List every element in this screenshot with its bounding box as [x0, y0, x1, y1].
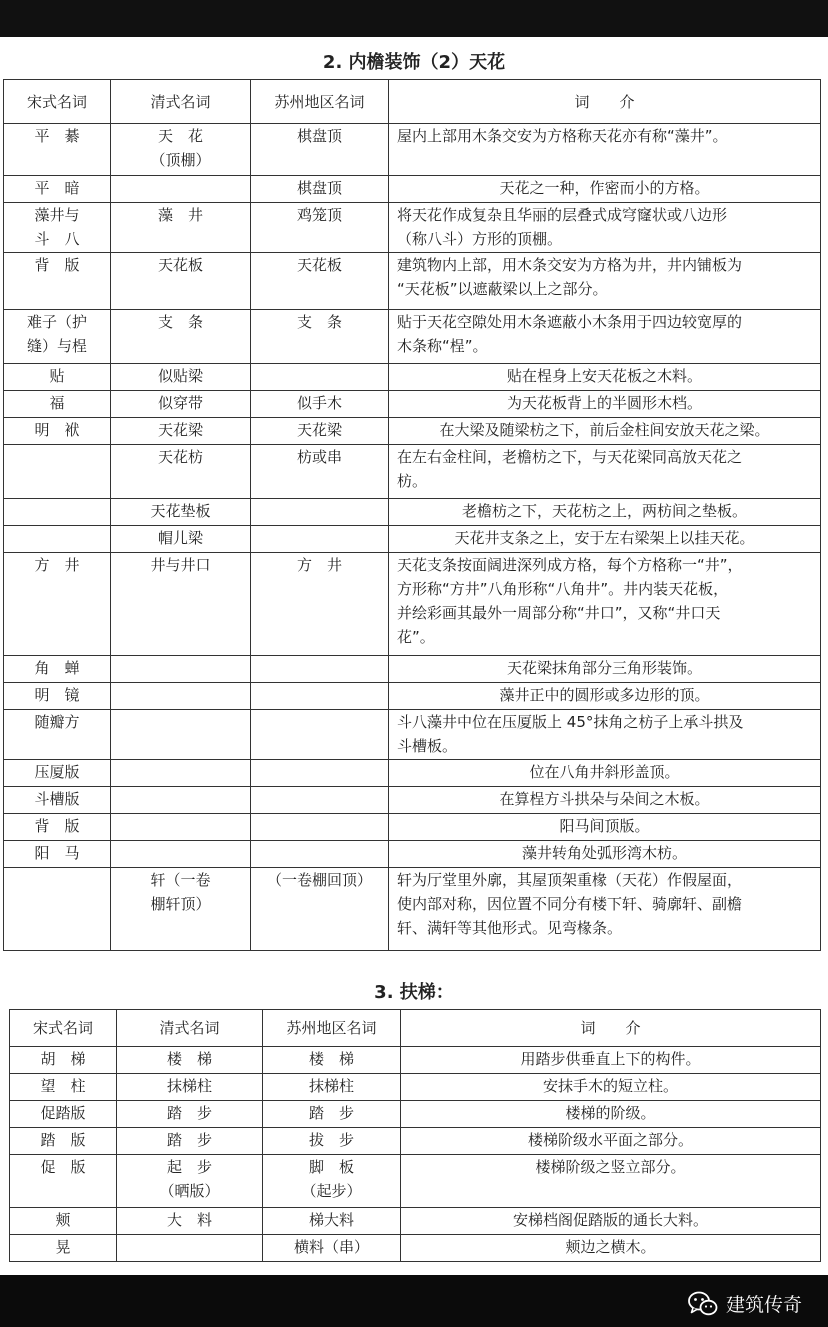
cell-description: 老檐枋之下，天花枋之上，两枋间之垫板。: [389, 499, 821, 526]
cell-song-term: 藻井与 斗 八: [4, 203, 111, 253]
cell-suzhou-term: 楼 梯: [263, 1047, 401, 1074]
cell-qing-term: 踏 步: [117, 1128, 263, 1155]
cell-suzhou-term: [251, 526, 389, 553]
table-row: [4, 787, 821, 814]
cell-song-term: 背 版: [4, 814, 111, 841]
cell-song-term: 明 袱: [4, 418, 111, 445]
cell-description: 屋内上部用木条交安为方格称天花亦有称“藻井”。: [389, 124, 821, 176]
cell-qing-term: [111, 710, 251, 760]
table-row: [4, 124, 821, 176]
table-row: [4, 683, 821, 710]
table-row: [4, 310, 821, 364]
cell-qing-term: 楼 梯: [117, 1047, 263, 1074]
cell-song-term: 胡 梯: [10, 1047, 117, 1074]
cell-suzhou-term: 踏 步: [263, 1101, 401, 1128]
table-row: [4, 526, 821, 553]
cell-song-term: 难子（护 缝）与桯: [4, 310, 111, 364]
table-row: [4, 391, 821, 418]
header-song: 宋式名词: [4, 80, 111, 124]
cell-suzhou-term: 棋盘顶: [251, 124, 389, 176]
cell-suzhou-term: [251, 787, 389, 814]
table-row: [10, 1074, 821, 1101]
table-row: [4, 760, 821, 787]
cell-description: 安梯档阁促踏版的通长大料。: [401, 1208, 821, 1235]
cell-description: 安抹手木的短立柱。: [401, 1074, 821, 1101]
cell-description: 天花梁抹角部分三角形装饰。: [389, 656, 821, 683]
cell-description: 楼梯阶级之竖立部分。: [401, 1155, 821, 1208]
table-row: [10, 1155, 821, 1208]
cell-song-term: [4, 445, 111, 499]
cell-song-term: 促踏版: [10, 1101, 117, 1128]
cell-qing-term: [111, 760, 251, 787]
cell-song-term: 方 井: [4, 553, 111, 656]
cell-qing-term: [111, 656, 251, 683]
cell-suzhou-term: 横料（串）: [263, 1235, 401, 1262]
cell-song-term: [4, 499, 111, 526]
header-qing: 清式名词: [111, 80, 251, 124]
cell-qing-term: 踏 步: [117, 1101, 263, 1128]
cell-description: 藻井转角处弧形湾木枋。: [389, 841, 821, 868]
cell-description: 在左右金柱间，老檐枋之下，与天花梁同高放天花之 枋。: [389, 445, 821, 499]
table-row: [4, 253, 821, 310]
table-row: [4, 499, 821, 526]
cell-song-term: 贴: [4, 364, 111, 391]
top-status-bar: [0, 0, 828, 37]
cell-qing-term: 井与井口: [111, 553, 251, 656]
cell-qing-term: [111, 841, 251, 868]
cell-qing-term: 支 条: [111, 310, 251, 364]
cell-description: 将天花作成复杂且华丽的层叠式成穹窿状或八边形 （称八斗）方形的顶棚。: [389, 203, 821, 253]
cell-description: 天花支条按面阔进深列成方格，每个方格称一“井”， 方形称“方井”八角形称“八角井”。井内装天花板， 并绘彩画其最外一周部分称“井口”，又称“井口天 花”。: [389, 553, 821, 656]
table-row: [10, 1101, 821, 1128]
table-row: [4, 418, 821, 445]
table-row: [4, 656, 821, 683]
section-3-title: 3. 扶梯：: [374, 982, 454, 1003]
table-header-row: [4, 80, 821, 124]
cell-suzhou-term: 鸡笼顶: [251, 203, 389, 253]
cell-suzhou-term: （一卷棚回顶）: [251, 868, 389, 951]
cell-description: 阳马间顶版。: [389, 814, 821, 841]
cell-qing-term: [111, 814, 251, 841]
wechat-icon: [688, 1291, 718, 1317]
cell-song-term: 颊: [10, 1208, 117, 1235]
stair-terms-table: [9, 1009, 821, 1262]
table-row: [4, 868, 821, 951]
cell-suzhou-term: [251, 814, 389, 841]
cell-song-term: [4, 868, 111, 951]
cell-suzhou-term: 方 井: [251, 553, 389, 656]
cell-song-term: 压厦版: [4, 760, 111, 787]
cell-suzhou-term: 天花梁: [251, 418, 389, 445]
cell-description: 用踏步供垂直上下的构件。: [401, 1047, 821, 1074]
cell-song-term: 阳 马: [4, 841, 111, 868]
cell-suzhou-term: 抹梯柱: [263, 1074, 401, 1101]
cell-description: 藻井正中的圆形或多边形的顶。: [389, 683, 821, 710]
cell-qing-term: 起 步 （晒版）: [117, 1155, 263, 1208]
table-row: [10, 1047, 821, 1074]
cell-song-term: 平 綦: [4, 124, 111, 176]
cell-qing-term: 大 料: [117, 1208, 263, 1235]
cell-qing-term: 天花板: [111, 253, 251, 310]
cell-suzhou-term: 天花板: [251, 253, 389, 310]
cell-qing-term: 抹梯柱: [117, 1074, 263, 1101]
cell-suzhou-term: 脚 板 （起步）: [263, 1155, 401, 1208]
cell-qing-term: 轩（一卷 棚轩顶）: [111, 868, 251, 951]
header-description: 词 介: [401, 1010, 821, 1047]
table-row: [4, 553, 821, 656]
table-row: [4, 364, 821, 391]
cell-description: 建筑物内上部，用木条交安为方格为井，井内铺板为 “天花板”以遮蔽梁以上之部分。: [389, 253, 821, 310]
cell-suzhou-term: [251, 760, 389, 787]
cell-qing-term: [111, 176, 251, 203]
cell-qing-term: [111, 683, 251, 710]
cell-qing-term: 帽儿梁: [111, 526, 251, 553]
header-qing: 清式名词: [117, 1010, 263, 1047]
table-row: [4, 841, 821, 868]
cell-song-term: 福: [4, 391, 111, 418]
cell-description: 位在八角井斜形盖顶。: [389, 760, 821, 787]
cell-song-term: 促 版: [10, 1155, 117, 1208]
cell-description: 在大梁及随梁枋之下，前后金柱间安放天花之梁。: [389, 418, 821, 445]
header-description: 词 介: [389, 80, 821, 124]
cell-song-term: 随瓣方: [4, 710, 111, 760]
cell-qing-term: 天 花 （顶棚）: [111, 124, 251, 176]
cell-qing-term: [117, 1235, 263, 1262]
cell-qing-term: 藻 井: [111, 203, 251, 253]
section-2-title: 2. 内檐装饰（2）天花: [322, 52, 506, 73]
cell-song-term: 望 柱: [10, 1074, 117, 1101]
cell-suzhou-term: [251, 710, 389, 760]
cell-description: 楼梯阶级水平面之部分。: [401, 1128, 821, 1155]
ceiling-terms-table: [3, 79, 821, 951]
table-row: [4, 814, 821, 841]
cell-song-term: 角 蝉: [4, 656, 111, 683]
cell-song-term: 背 版: [4, 253, 111, 310]
cell-qing-term: 天花梁: [111, 418, 251, 445]
cell-song-term: [4, 526, 111, 553]
cell-suzhou-term: 支 条: [251, 310, 389, 364]
table-row: [10, 1208, 821, 1235]
cell-suzhou-term: [251, 364, 389, 391]
cell-song-term: 明 镜: [4, 683, 111, 710]
cell-description: 为天花板背上的半圆形木档。: [389, 391, 821, 418]
cell-description: 贴于天花空隙处用木条遮蔽小木条用于四边较宽厚的 木条称“桯”。: [389, 310, 821, 364]
cell-description: 轩为厅堂里外廓，其屋顶架重椽（天花）作假屋面， 使内部对称，因位置不同分有楼下轩、骑廓轩、副檐 轩、满轩等其他形式。见弯椽条。: [389, 868, 821, 951]
cell-qing-term: 天花枋: [111, 445, 251, 499]
watermark: [688, 1290, 802, 1317]
cell-song-term: 踏 版: [10, 1128, 117, 1155]
cell-song-term: 晃: [10, 1235, 117, 1262]
table-row: [10, 1128, 821, 1155]
cell-description: 贴在桯身上安天花板之木料。: [389, 364, 821, 391]
cell-qing-term: 天花垫板: [111, 499, 251, 526]
header-suzhou: 苏州地区名词: [251, 80, 389, 124]
table-row: [4, 445, 821, 499]
cell-suzhou-term: [251, 683, 389, 710]
cell-suzhou-term: 拔 步: [263, 1128, 401, 1155]
table-row: [4, 176, 821, 203]
cell-suzhou-term: 似手木: [251, 391, 389, 418]
header-suzhou: 苏州地区名词: [263, 1010, 401, 1047]
cell-description: 在算桯方斗拱朵与朵间之木板。: [389, 787, 821, 814]
header-song: 宋式名词: [10, 1010, 117, 1047]
cell-qing-term: [111, 787, 251, 814]
table-row: [4, 710, 821, 760]
cell-suzhou-term: [251, 656, 389, 683]
table-row: [10, 1235, 821, 1262]
cell-suzhou-term: 枋或串: [251, 445, 389, 499]
cell-suzhou-term: 梯大料: [263, 1208, 401, 1235]
watermark-text: 建筑传奇: [725, 1294, 802, 1316]
cell-description: 天花之一种，作密而小的方格。: [389, 176, 821, 203]
cell-description: 天花井支条之上，安于左右梁架上以挂天花。: [389, 526, 821, 553]
cell-suzhou-term: [251, 841, 389, 868]
cell-suzhou-term: [251, 499, 389, 526]
cell-description: 颊边之横木。: [401, 1235, 821, 1262]
cell-description: 斗八藻井中位在压厦版上 45°抹角之枋子上承斗拱及 斗槽板。: [389, 710, 821, 760]
cell-qing-term: 似贴梁: [111, 364, 251, 391]
cell-description: 楼梯的阶级。: [401, 1101, 821, 1128]
table-row: [4, 203, 821, 253]
cell-song-term: 平 暗: [4, 176, 111, 203]
cell-qing-term: 似穿带: [111, 391, 251, 418]
cell-song-term: 斗槽版: [4, 787, 111, 814]
table-header-row: [10, 1010, 821, 1047]
cell-suzhou-term: 棋盘顶: [251, 176, 389, 203]
